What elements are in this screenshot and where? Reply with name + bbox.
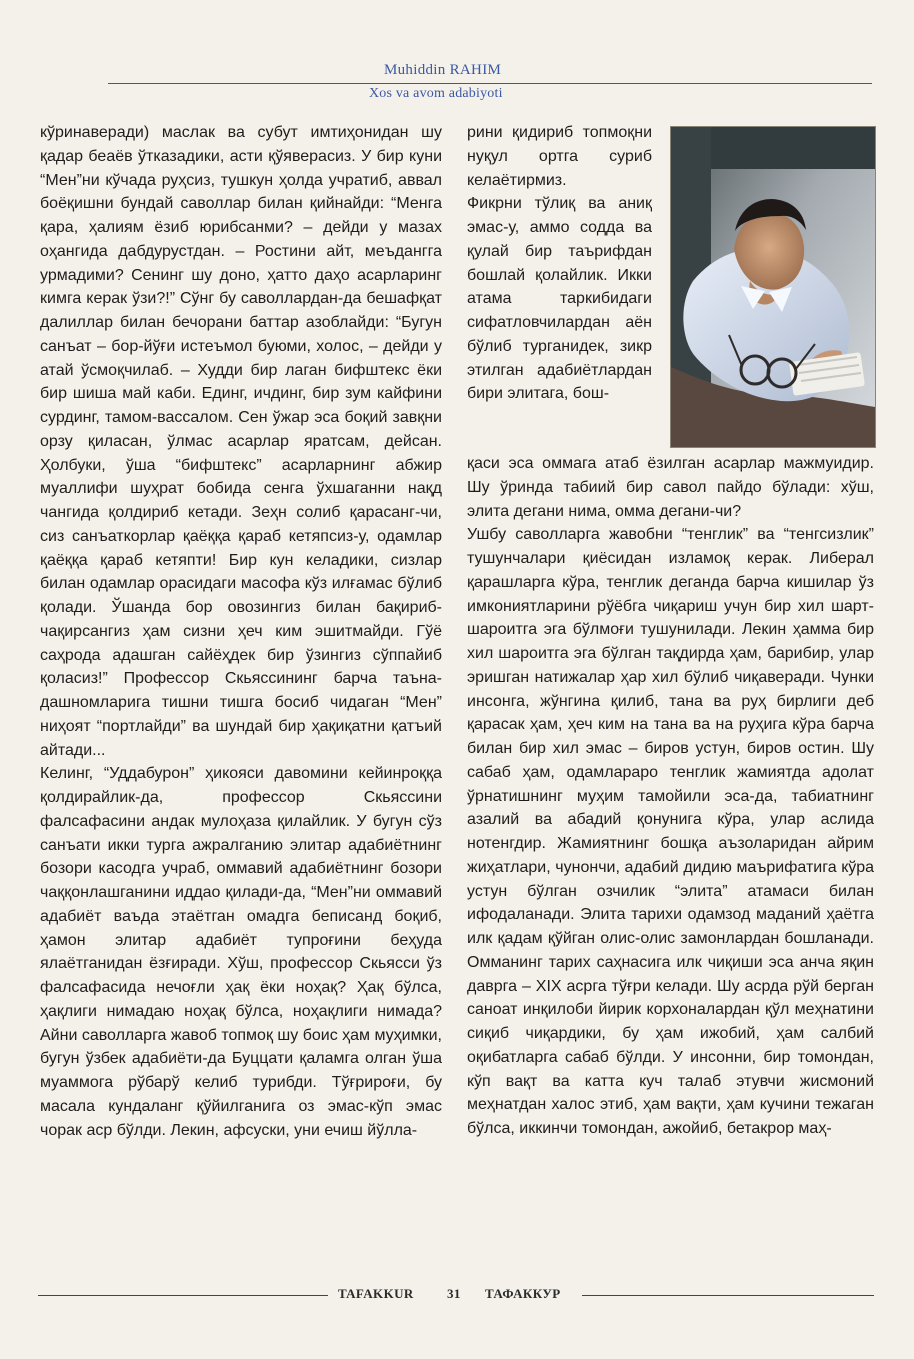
page-number: 31 bbox=[447, 1286, 461, 1301]
author-photo bbox=[670, 126, 876, 448]
article-left-column: кўринаверади) маслак ва субут имтиҳонидан шу қадар беаёв ўтказадики, асти қўяверасиз. У бир куни “Мен”ни кўчада руҳсиз, тушкун ҳолда учратиб, аввал боёқишни бундай саволлар билан қийнайди: “Менга қара, ҳалиям ёзиб юрибсанми? – дейди у мазах оҳангида дабдурустдан. – Ростини айт, меъдангга урмадими? Сенинг шу доно, ҳатто даҳо асарларинг кимга керак ўзи?!” Сўнг бу саволлардан-да бешафқат далиллар билан бечорани баттар азоблайди: “Бугун санъат – бор-йўғи истеъмол буюми, холос, – дейди у атай ўсмоқчилаб. – Худди бир лаган бифштекс ёки бир шиша май каби. Единг, ичдинг, бир зум кайфини сурдинг, тамом-вассалом. Сен ўжар эса боқий завқни орзу қиласан, ўлмас асарлар яратсам, дейсан. Ҳолбуки, ўша “бифштекс” асарларнинг абжир муаллифи шуҳрат бобида сенга ўхшаганни нақд чангида қолдириб кетади. Зеҳн солиб қарасанг-чи, сиз санъаткорлар қаёққа қараб кетяпсиз-у, одамлар қаёққа қараб кетяпти! Бир кун келадики, сизлар билан одамлар орасидаги масофа кўз илғамас бўлиб қолади. Ўшанда бор овозингиз билан бақириб-чақирсангиз ҳам сизни ҳеч ким эшитмайди. Гўё саҳрода адашган сайёҳдек бир ўзингиз сўппайиб қоласиз!” Профессор Скьяссининг барча таъна-дашномларига тишни тишга босиб чидаган “Мен” ниҳоят “портлайди” ва шундай бир ҳақиқатни қатъий айтади... Келинг, “Уддабурон” ҳикояси давомини кейинроққа қолдирайлик-да, профессор Скьяссини фалсафасини андак мулоҳаза қилайлик. У бугун сўз санъати икки турга ажралганию элитар адабиётнинг бозори касодга учраб, оммавий адабиётнинг бозори чаққонлашганини иддао қилади-да, “Мен”ни оммавий адабиёт ваъда этаётган омадга беписанд боқиб, ҳамон элитар адабиёт тупроғини беҳуда ялаётганидан ёзғиради. Хўш, профессор Скьясси ўз фалсафасида нечоғли ҳақ ёки ноҳақ? Ҳақ бўлса, ҳақлиги нимадаю ноҳақ бўлса, ноҳақлиги нимада? Айни саволларга жавоб топмоқ шу боис ҳам муҳимки, бугун ўзбек адабиёти-да Буццати қаламга олган ўша муаммога рўбарў келиб турибди. Тўғрироғи, бу масала кундаланг қўйилганига оз эмас-кўп эмас чорак аср бўлди. Лекин, афсуски, уни ечиш йўлла- bbox=[40, 124, 442, 1139]
article-right-top-text: рини қидириб топмоқни нуқул ортга суриб келаётирмиз. Фикрни тўлиқ ва аниқ эмас-у, аммо содда ва қулай бир таърифдан бошлай қолайлик. Икки атама таркибидаги сифатловчилардан аён бўлиб турганидек, зикр этилган адабиётлардан бири элитага, бош- bbox=[467, 124, 652, 403]
footer-right-title: ТАФАККУР bbox=[485, 1286, 561, 1301]
author-name: Muhiddin RAHIM bbox=[384, 62, 502, 78]
article-subtitle: Xos va avom adabiyoti bbox=[369, 86, 503, 101]
page-footer bbox=[0, 1284, 914, 1314]
header-divider bbox=[108, 83, 872, 84]
article-right-column: қаси эса оммага атаб ёзилган асарлар мажмуидир. Шу ўринда табиий бир савол пайдо бўлади: хўш, элита дегани нима, омма дегани-чи? Ушбу саволларга жавобни “тенглик” ва “тенгсизлик” тушунчалари қиёсидан изламоқ керак. Либерал қарашларга кўра, тенглик деганда барча кишилар ўз имкониятларини рўёбга чиқариш учун бир хил шарт-шароитга эга бўлмоғи тушунилади. Лекин ҳамма бир хил шароитга эга бўлган тақдирда ҳам, барибир, улар эришган натижалар ҳар хил бўлиб чиқаверади. Чунки инсонга, жўнгина қилиб, тана ва руҳ бирлиги деб қарасак ҳам, ҳеч ким на тана ва на руҳига кўра барча билан бир хил эмас – биров устун, биров остин. Шу сабаб ҳам, одамлараро тенглик жамиятда адолат ўрнатишнинг муҳим тамойили эса-да, табиатнинг азалий ва абадий қонунига кўра, улар аслида нотенгдир. Жамиятнинг бошқа аъзоларидан айрим жиҳатлари, чунончи, адабий дидию маърифатига кўра устун бўлган озчилик “элита” атамаси билан ифодаланади. Элита тарихи одамзод маданий ҳаётга илк қадам қўйган олис-олис замонлардан бошланади. Омманинг тарих саҳнасига илк чиқиши эса анча яқин даврга – XIX асрга тўғри келади. Шу асрда рўй берган саноат инқилоби йирик корхоналардан қўл меҳнатини сиқиб чиқардики, бу ҳам ижобий, ҳам салбий оқибатларга сабаб бўлди. У инсонни, бир томондан, кўп вақт ва катта куч талаб этувчи жисмоний меҳнатдан халос этиб, ҳам вақти, ҳам кучини тежаган бўлса, иккинчи томондан, ажойиб, бетакрор маҳ- bbox=[467, 455, 874, 1137]
footer-left-rule bbox=[38, 1295, 328, 1296]
footer-left-title: TAFAKKUR bbox=[338, 1286, 414, 1301]
footer-right-rule bbox=[582, 1295, 874, 1296]
